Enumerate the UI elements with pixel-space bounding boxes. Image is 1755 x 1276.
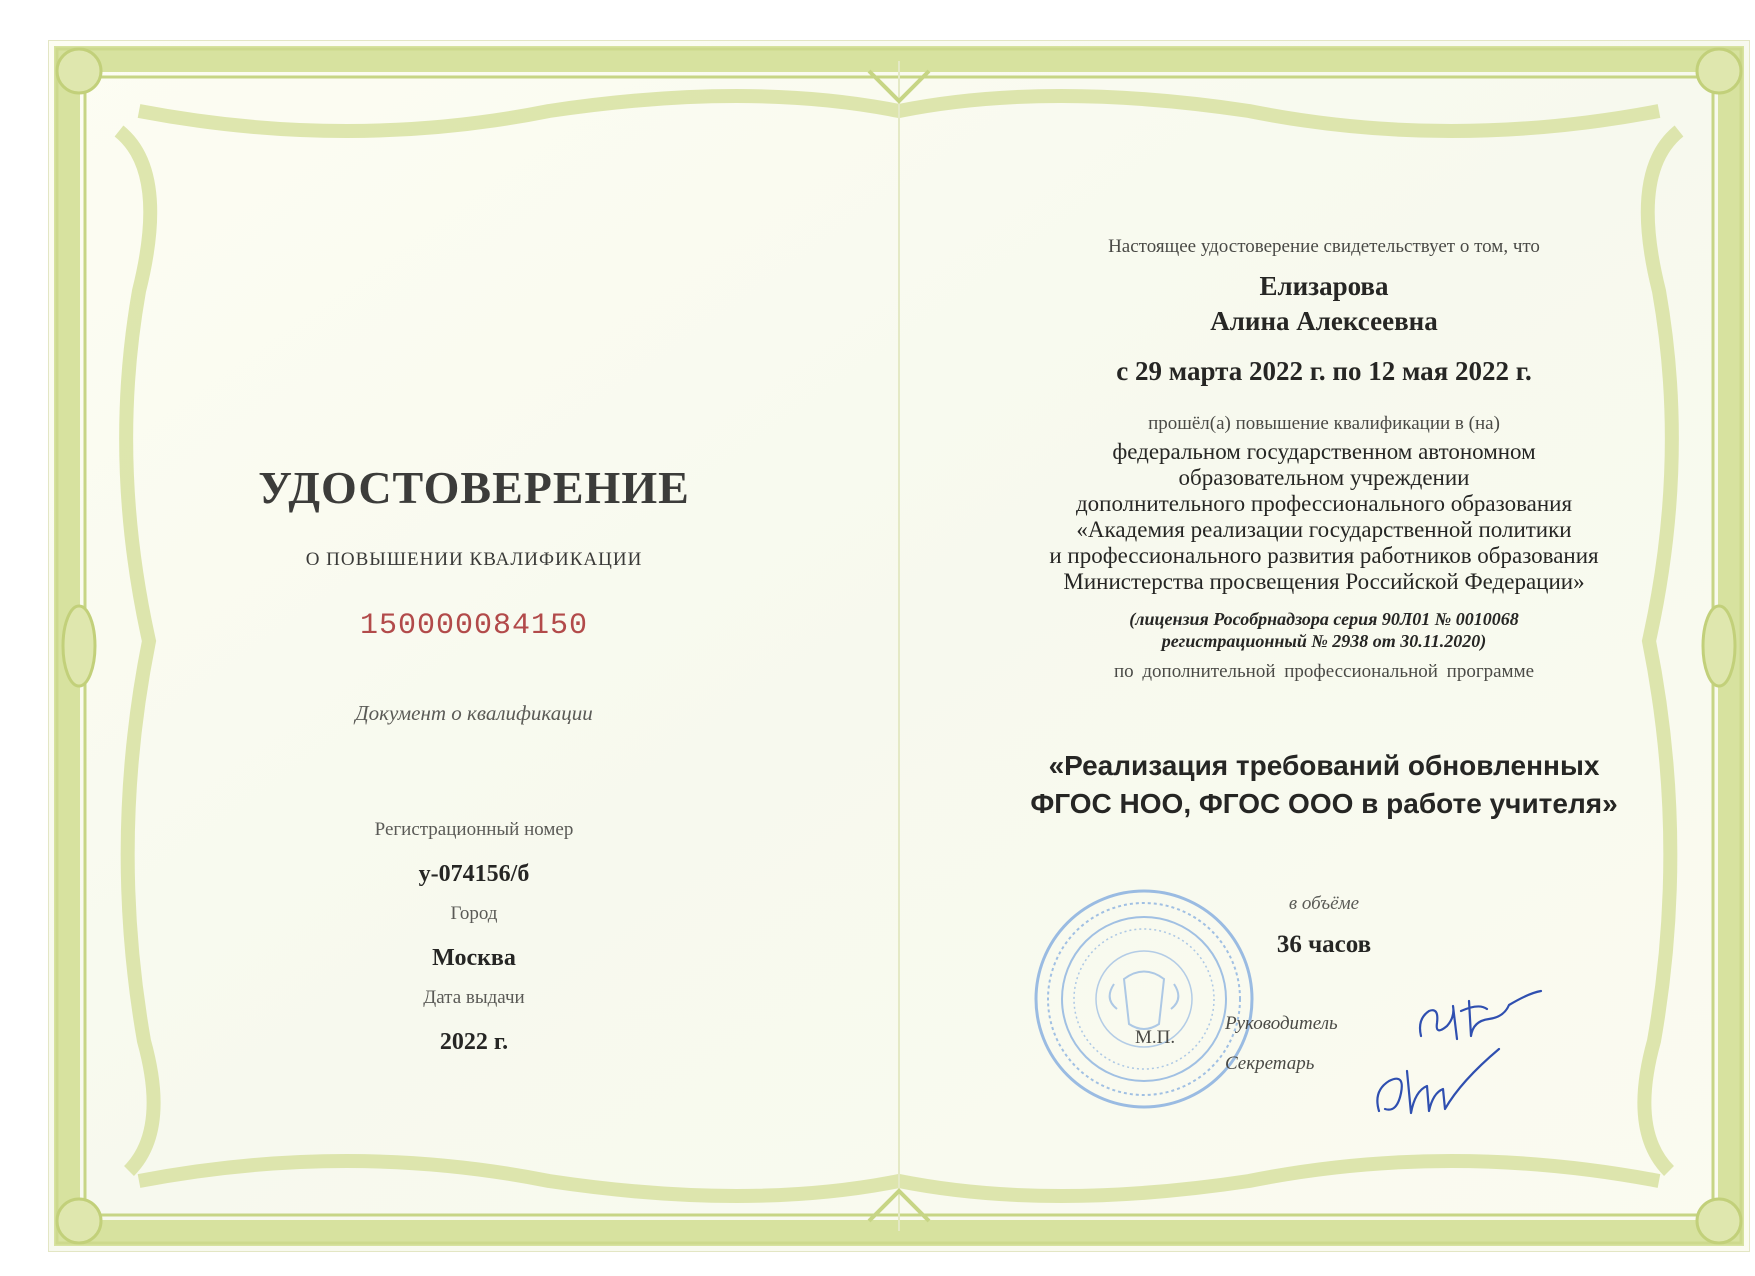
registration-number-value: у-074156/б [418,861,530,887]
stamp-place-label: М.П. [1135,1027,1176,1048]
volume-value: 36 часов [1276,931,1372,958]
license-line: регистрационный № 2938 от 30.11.2020) [1161,631,1487,651]
organization-line: дополнительного профессионального образования [1075,491,1573,516]
program-title-line: «Реализация требований обновленных [1048,750,1600,781]
secretary-signature [1371,1031,1501,1126]
city-label: Город [450,903,498,924]
organization-line: федеральном государственном автономном [1112,439,1536,464]
program-title [899,747,1749,823]
organization-block [899,439,1749,595]
organization-line: и профессионального развития работников образования [1049,543,1599,568]
holder-name: Алина Алексеевна [1210,306,1438,336]
holder-surname: Елизарова [1259,271,1389,301]
training-period: с 29 марта 2022 г. по 12 мая 2022 г. [1116,356,1532,386]
issue-date-label: Дата выдачи [423,987,525,1008]
license-block [899,608,1749,652]
intro-text: Настоящее удостоверение свидетельствует о том, что [1108,236,1540,257]
volume-label: в объёме [1288,893,1360,914]
left-page [49,41,899,1251]
license-line: (лицензия Рособрнадзора серия 90Л01 № 0010068 [1129,609,1519,629]
organization-line: Министерства просвещения Российской Федерации» [1063,569,1585,594]
program-label: по дополнительной профессиональной программе [1113,661,1535,682]
official-seal [1029,884,1259,1114]
certificate-title: УДОСТОВЕРЕНИЕ [258,462,690,513]
secretary-signature-label: Секретарь [1225,1053,1315,1074]
registration-number-label: Регистрационный номер [374,819,574,840]
organization-line: «Академия реализации государственной политики [1076,517,1572,542]
organization-line: образовательном учреждении [1178,465,1470,490]
city-value: Москва [432,945,516,971]
certificate-number: 150000084150 [359,609,589,643]
certificate-subtitle: О ПОВЫШЕНИИ КВАЛИФИКАЦИИ [305,549,643,570]
right-page [899,41,1749,1251]
certificate-sheet [48,40,1750,1252]
passed-text: прошёл(а) повышение квалификации в (на) [1148,413,1500,434]
issue-date-value: 2022 г. [439,1029,509,1055]
document-type: Документ о квалификации [355,701,593,725]
head-signature-label: Руководитель [1225,1013,1338,1034]
program-title-line: ФГОС НОО, ФГОС ООО в работе учителя» [1030,788,1618,819]
